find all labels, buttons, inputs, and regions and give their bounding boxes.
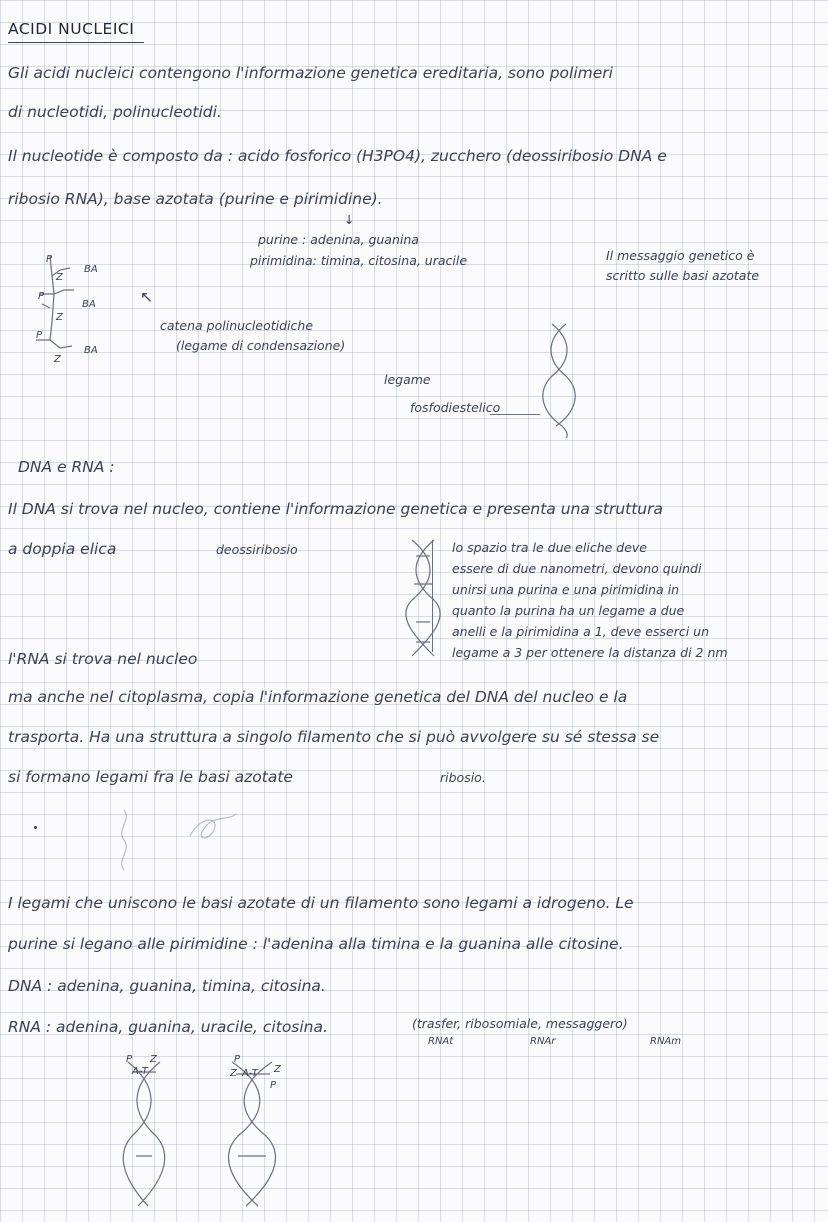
space-note-line-6: legame a 3 per ottenere la distanza di 2 nm [452,645,728,660]
hydrogen-line-1: I legami che uniscono le basi azotate di un filamento sono legami a idrogeno. Le [8,894,634,912]
chain-ba-1: BA [84,264,98,275]
message-line-2: scritto sulle basi azotate [606,268,760,283]
chain-ba-2: BA [82,299,96,310]
deossiribosio-label: deossiribosio [216,542,298,557]
helix-right-p-bottom: P [270,1080,277,1091]
chain-z-1: Z [56,272,63,283]
dna-rna-heading: DNA e RNA : [18,458,115,476]
rna-m-label: RNAm [650,1036,682,1047]
space-note-bracket [432,540,433,652]
dna-line-2: a doppia elica [8,540,117,558]
rna-r-label: RNAr [530,1036,556,1047]
intro-line-1: Gli acidi nucleici contengono l'informazione genetica ereditaria, sono polimeri [8,64,613,82]
rna-types: (trasfer, ribosomiale, messaggero) [412,1016,628,1031]
page-title: ACIDI NUCLEICI [8,20,135,38]
helix-right-z-right: Z [274,1064,281,1075]
space-note-line-2: essere di due nanometri, devono quindi [452,561,702,576]
hydrogen-line-2: purine si legano alle pirimidine : l'adenina alla timina e la guanina alle citosine. [8,935,624,953]
helix-left-at: A-T [132,1066,148,1077]
dot-mark [34,826,37,829]
space-note-line-1: lo spazio tra le due eliche deve [452,540,647,555]
chain-z-3: Z [54,354,61,365]
bond-line-2: fosfodiestelico [410,400,501,415]
helix-left-p: P [126,1054,133,1065]
dna-bases-line: DNA : adenina, guanina, timina, citosina. [8,977,326,995]
space-note-line-5: anelli e la pirimidina a 1, deve esserci un [452,624,709,639]
helix-left-z: Z [150,1054,157,1065]
intro-line-3: Il nucleotide è composto da : acido fosforico (H3PO4), zucchero (deossiribosio DNA e [8,147,667,165]
rna-line-1: l'RNA si trova nel nucleo [8,650,198,668]
message-line-1: Il messaggio genetico è [606,248,755,263]
bond-helix-sketch [538,320,588,440]
chain-arrow: ↖ [140,288,153,306]
rna-t-label: RNAt [428,1036,454,1047]
helix-right-z-left: Z [230,1068,237,1079]
chain-z-2: Z [56,312,63,323]
rna-line-4: si formano legami fra le basi azotate [8,768,293,786]
purine-line: purine : adenina, guanina [258,232,419,247]
title-underline [8,42,144,43]
chain-line-2: (legame di condensazione) [176,338,346,353]
intro-line-4: ribosio RNA), base azotata (purine e pirimidine). [8,190,383,208]
rna-bases-line: RNA : adenina, guanina, uracile, citosina. [8,1018,328,1036]
helix-right-p-top: P [234,1054,241,1065]
chain-p-2: P [38,291,45,302]
bond-pointer-line [490,414,540,415]
dna-line-1: Il DNA si trova nel nucleo, contiene l'informazione genetica e presenta una struttura [8,500,663,518]
helix-right-at: A-T [242,1068,258,1079]
chain-p-3: P [36,330,43,341]
intro-line-2: di nucleotidi, polinucleotidi. [8,103,222,121]
bases-arrow: ↓ [344,212,355,227]
pirimidina-line: pirimidina: timina, citosina, uracile [250,253,468,268]
helix-sketch-left [118,1056,178,1216]
rna-line-3: trasporta. Ha una struttura a singolo filamento che si può avvolgere su sé stessa se [8,728,660,746]
bond-line-1: legame [384,372,431,387]
dna-double-helix-sketch [404,536,444,666]
chain-p-1: P [46,254,53,265]
chain-ba-3: BA [84,345,98,356]
helix-sketch-right [222,1056,292,1216]
rna-line-2: ma anche nel citoplasma, copia l'informazione genetica del DNA del nucleo e la [8,688,628,706]
space-note-line-3: unirsi una purina e una pirimidina in [452,582,680,597]
chain-line-1: catena polinucleotidiche [160,318,314,333]
space-note-line-4: quanto la purina ha un legame a due [452,603,685,618]
rna-single-strand-sketch [110,806,250,876]
ribosio-label: ribosio. [440,770,486,785]
